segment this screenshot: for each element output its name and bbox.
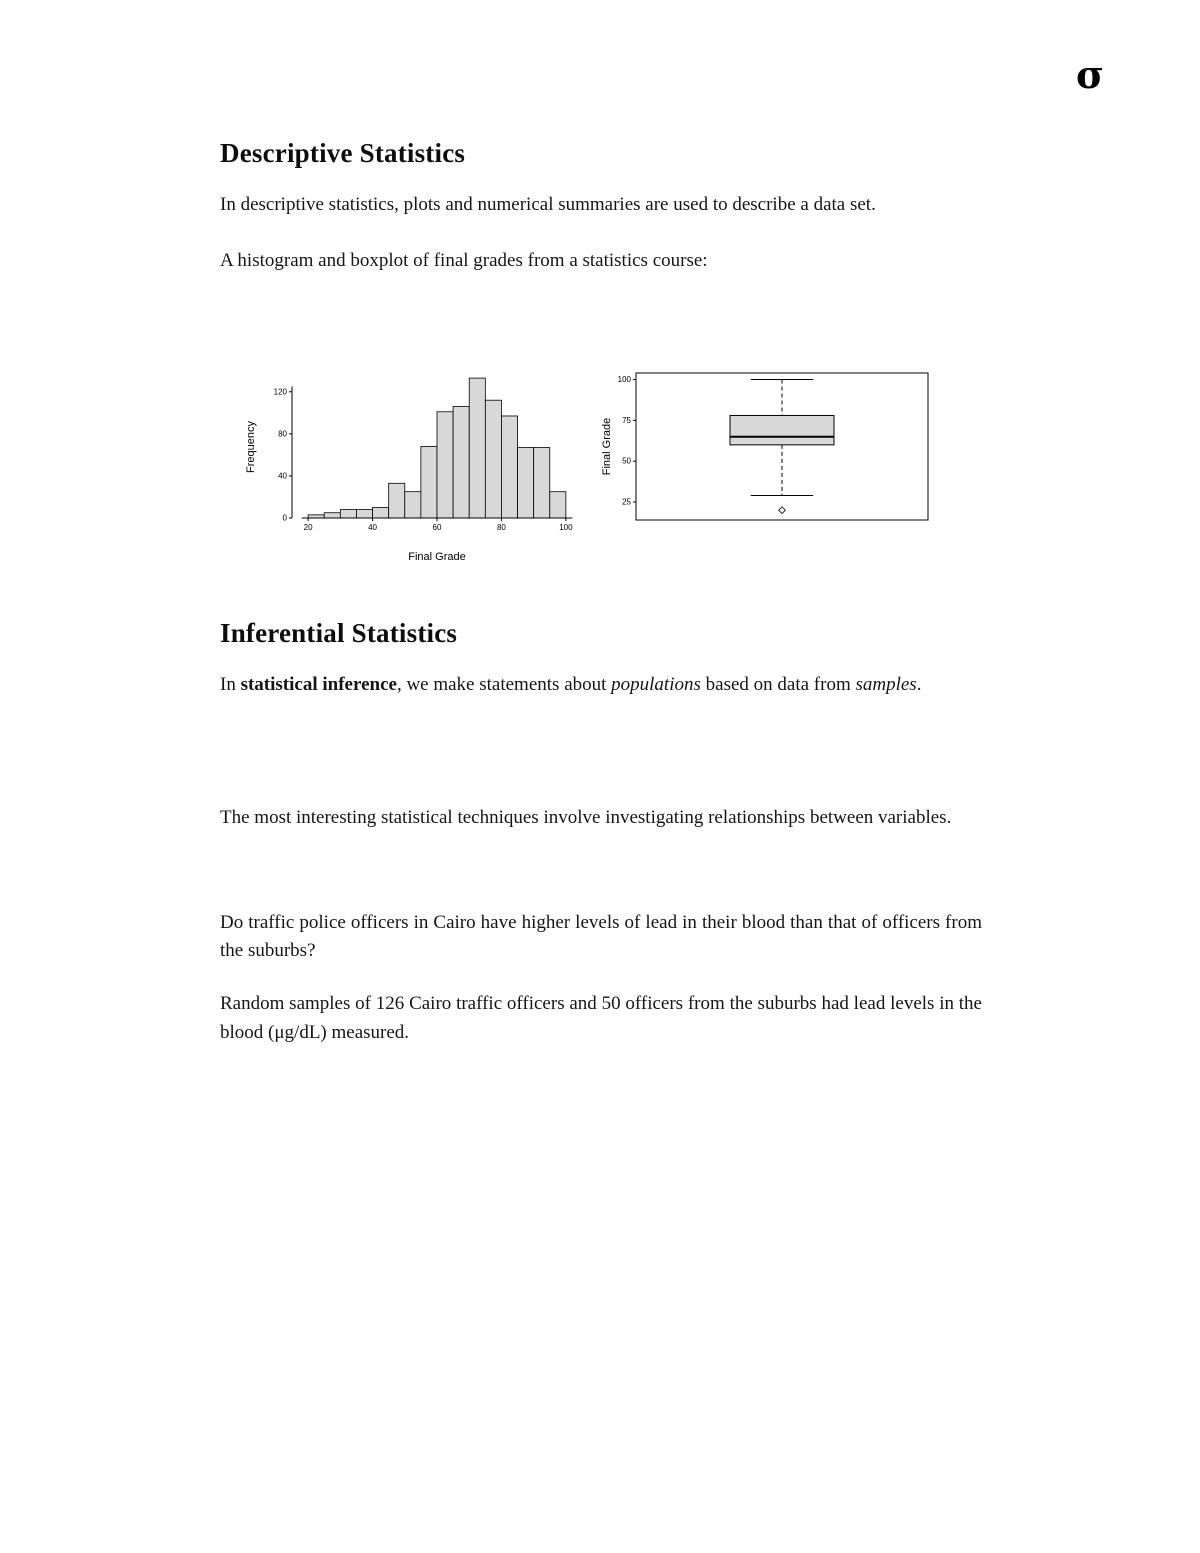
histogram-bar [373,507,389,518]
paragraph-descriptive-intro: In descriptive statistics, plots and numerical summaries are used to describe a data set. [220,194,876,215]
histogram-svg [242,360,594,570]
chart-text: Final Grade [602,417,613,475]
histogram-bar [469,378,485,518]
bold-text-statistical-inference: statistical inference [240,673,397,695]
heading-descriptive-statistics: Descriptive Statistics [220,138,466,168]
histogram-bar [340,509,356,517]
histogram-bar [356,509,372,517]
text-run: . [916,673,922,695]
chart-text: 75 [622,415,631,425]
chart-text: 0 [282,513,287,523]
chart-text: Final Grade [408,550,466,563]
figures-row [242,360,982,572]
y-axis [274,386,292,522]
paragraph-cairo-question: Do traffic police officers in Cairo have higher levels of lead in their blood than that of officers from the suburbs? [220,911,982,962]
chart-text: 40 [278,471,287,481]
boxplot-svg [602,360,942,570]
iqr-box [730,415,834,444]
histogram-bar [437,412,453,518]
paragraph-inference-definition [220,671,982,700]
histogram-bar [405,491,421,517]
histogram-bar [421,446,437,518]
paragraph-random-samples: Random samples of 126 Cairo traffic officers and 50 officers from the suburbs had lead levels in the blood (μg/dL) measured. [220,993,982,1044]
histogram-figure [242,360,594,572]
italic-text-populations: populations [611,673,701,695]
heading-inferential-statistics: Inferential Statistics [220,617,458,648]
outlier-point [779,507,786,514]
histogram-bar [534,447,550,517]
chart-text: 80 [278,429,287,439]
paragraph-relationships: The most interesting statistical techniques involve investigating relationships between variables. [220,806,952,828]
chart-text: 20 [303,522,313,532]
chart-text: 100 [617,374,631,384]
chart-text: 50 [622,456,631,466]
chart-text: 25 [622,497,631,507]
chart-text: 60 [432,522,442,532]
histogram-bar [518,447,534,517]
sigma-logo-icon: σ [1075,52,1104,97]
chart-text: 100 [559,522,573,532]
boxplot-glyph [730,379,834,513]
chart-text: 80 [496,522,506,532]
text-run: based on data from [700,673,856,695]
histogram-bar [324,512,340,517]
chart-text: 40 [368,522,378,532]
italic-text-samples: samples [855,673,917,695]
histogram-bar [501,416,517,518]
text-run: In [220,673,241,695]
histogram-bar [550,491,566,517]
histogram-bar [389,483,405,518]
histogram-bar [453,406,469,517]
text-run: , we make statements about [396,673,612,695]
x-axis [302,518,573,532]
chart-text: 120 [273,387,287,397]
chart-text: Frequency [245,420,257,473]
histogram-bar [485,400,501,518]
boxplot-figure [602,360,942,572]
histogram-bars [308,378,566,518]
y-axis [618,375,636,507]
paragraph-histogram-intro: A histogram and boxplot of final grades from a statistics course: [220,249,708,271]
